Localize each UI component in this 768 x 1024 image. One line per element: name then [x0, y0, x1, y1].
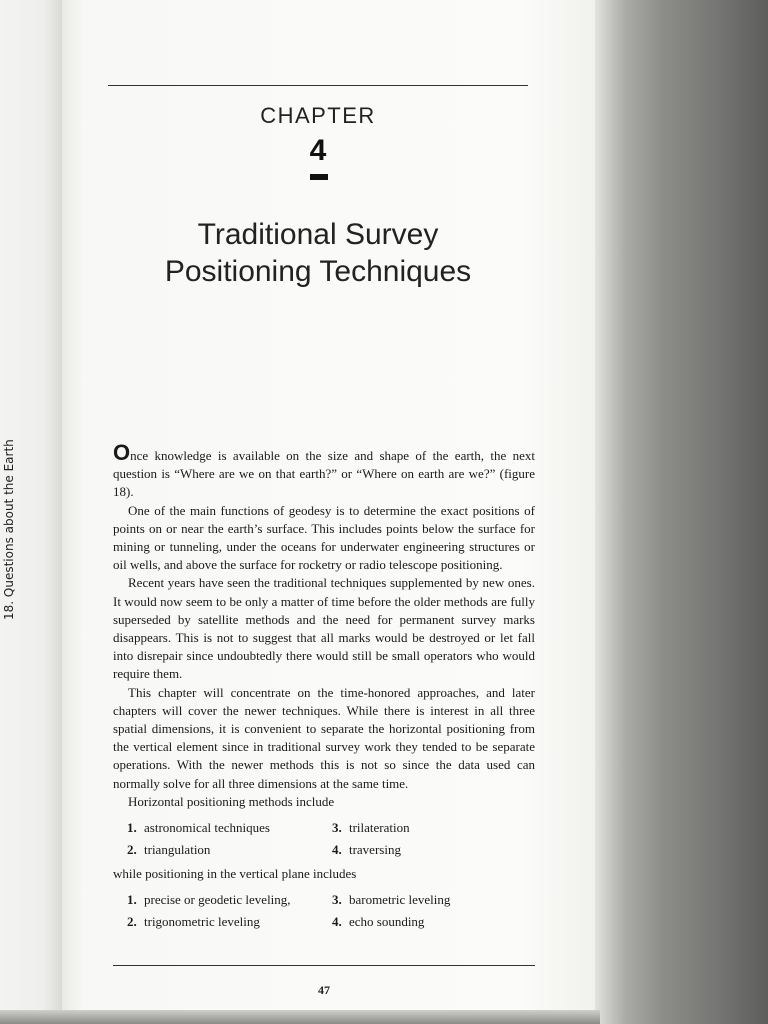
chapter-title-line-2: Positioning Techniques [164, 255, 472, 288]
paragraph-6: while positioning in the vertical plane includes [113, 866, 357, 882]
running-head: 18. Questions about the Earth [2, 439, 16, 620]
list-row [113, 889, 535, 911]
bottom-rule [113, 965, 535, 966]
horizontal-methods-list [113, 817, 535, 861]
list-row [113, 839, 535, 861]
list-item [113, 913, 332, 931]
list-number: 2. [127, 841, 137, 857]
page-stack-edge [595, 0, 768, 1024]
list-item [113, 841, 332, 859]
chapter-title-line-1: Traditional Survey [197, 218, 439, 251]
list-number: 1. [127, 819, 137, 835]
paragraph-1-text: nce knowledge is available on the size and shape of the earth, the next question is “Where are we on that earth?” or “Where on earth are we?” (figure 18). [113, 448, 535, 500]
list-number: 4. [331, 841, 342, 857]
paragraph-4: This chapter will concentrate on the time-honored approaches, and later chapters will cover the newer techniques. While there is interest in all three spatial dimensions, it is convenient to separate the horizontal positioning from the vertical element since in traditional survey work they tended to be separate operations. With the newer methods this is not so since the data used can normally solve for all three dimensions at the same time. [113, 684, 535, 791]
chapter-number: 4 [309, 134, 327, 167]
list-row [113, 817, 535, 839]
list-text: barometric leveling [348, 892, 451, 908]
bottom-shadow [0, 1010, 600, 1024]
list-item [332, 913, 535, 931]
list-text: trigonometric leveling [144, 914, 260, 930]
paragraph-1 [113, 440, 535, 502]
list-number: 3. [331, 819, 342, 835]
list-number: 2. [127, 914, 137, 930]
list-item [113, 819, 332, 837]
facing-page-edge [0, 0, 62, 1024]
paragraph-3: Recent years have seen the traditional techniques supplemented by new ones. It would now seem to be only a matter of time before the older methods are fully superseded by satellite methods and the need for permanent survey marks disappears. This is not to suggest that all marks would be destroyed or let fall into disrepair since undoubtedly there would still be small operators who would require them. [113, 575, 535, 682]
chapter-number-bar [310, 174, 328, 180]
paragraph-5: Horizontal positioning methods include [128, 793, 335, 809]
page-number: 47 [318, 983, 330, 997]
list-number: 4. [331, 914, 342, 930]
list-text: traversing [348, 841, 401, 857]
list-text: precise or geodetic leveling, [144, 892, 291, 908]
paragraph-2: One of the main functions of geodesy is to determine the exact positions of points on or near the earth’s surface. This includes points below the surface for mining or tunneling, under the oceans for underwater engineering structures or oil wells, and above the surface for rocketry or radio telescope positioning. [113, 502, 535, 573]
list-number: 3. [331, 892, 342, 908]
list-item [332, 841, 535, 859]
list-text: trilateration [348, 819, 410, 835]
drop-cap: O [113, 440, 131, 465]
list-item [332, 819, 535, 837]
chapter-label: CHAPTER [260, 103, 376, 128]
list-row [113, 911, 535, 933]
list-text: echo sounding [348, 914, 425, 930]
list-text: astronomical techniques [144, 819, 270, 835]
body-text [113, 440, 535, 937]
chapter-title [108, 216, 528, 290]
top-rule [108, 85, 528, 86]
list-item [332, 891, 535, 909]
list-item [113, 891, 332, 909]
list-number: 1. [127, 892, 137, 908]
vertical-methods-list [113, 889, 535, 933]
list-text: triangulation [144, 841, 211, 857]
